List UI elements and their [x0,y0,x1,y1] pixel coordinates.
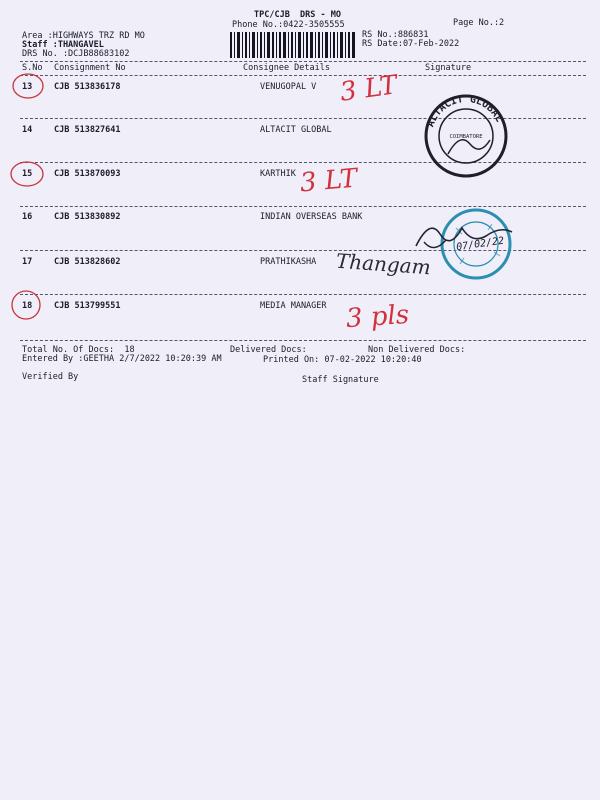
row-consignee: KARTHIK [260,169,296,179]
row-consignment-no: CJB 513799551 [54,301,121,311]
entered-by: Entered By :GEETHA 2/7/2022 10:20:39 AM [22,354,222,364]
column-header-sno: S.No [22,63,43,73]
row-consignee: ALTACIT GLOBAL [260,125,332,135]
handwritten-signature-row17: Thangam [335,248,432,280]
handwritten-note-row13: 3 LT [338,70,400,108]
row-sno: 15 [22,169,33,179]
column-header-consignment: Consignment No [54,63,126,73]
non-delivered-docs-label: Non Delivered Docs: [368,345,466,355]
handwritten-note-row18: 3 pls [345,299,411,335]
page-number: Page No.:2 [453,18,505,28]
row-sno: 17 [22,257,33,267]
row-consignment-no: CJB 513827641 [54,125,121,135]
stamp-city: COIMBATORE [449,134,483,140]
printed-on: Printed On: 07-02-2022 10:20:40 [263,355,422,365]
document-title: TPC/CJB DRS - MO [254,10,341,20]
column-header-signature: Signature [425,63,472,73]
row-consignment-no: CJB 513828602 [54,257,121,267]
row-consignment-no: CJB 513830892 [54,212,121,222]
row-consignee: INDIAN OVERSEAS BANK [260,212,363,222]
drs-number: DRS No. :DCJB88683102 [22,49,130,59]
row-consignment-no: CJB 513870093 [54,169,121,179]
stamp-signature-date: 07/02/22 [455,235,505,254]
row-sno: 16 [22,212,33,222]
delivered-docs-label: Delivered Docs: [230,345,307,355]
rs-number: RS No.:886831 [362,30,429,40]
row-sno: 14 [22,125,33,135]
stamp-company-name: ALTACIT GLOBAL [425,93,505,129]
handwritten-note-row15: 3 LT [298,163,359,199]
row-consignee: VENUGOPAL V [260,82,317,92]
phone-number: Phone No.:0422-3505555 [232,20,345,30]
altacit-global-stamp [420,92,512,178]
total-docs: Total No. Of Docs: 18 [22,345,135,355]
staff-label: Staff :THANGAVEL [22,40,104,50]
row-sno: 13 [22,82,33,92]
row-sno: 18 [22,301,33,311]
verified-by-label: Verified By [22,372,79,382]
rs-date: RS Date:07-Feb-2022 [362,39,460,49]
area-label: Area :HIGHWAYS TRZ RD MO [22,31,145,41]
row-consignment-no: CJB 513836178 [54,82,121,92]
svg-text:ALTACIT GLOBAL [425,94,504,129]
staff-signature-label: Staff Signature [302,375,379,385]
bank-seal-stamp [412,198,522,290]
column-header-consignee: Consignee Details [243,63,330,73]
row-consignee: MEDIA MANAGER [260,301,327,311]
row-consignee: PRATHIKASHA [260,257,317,267]
